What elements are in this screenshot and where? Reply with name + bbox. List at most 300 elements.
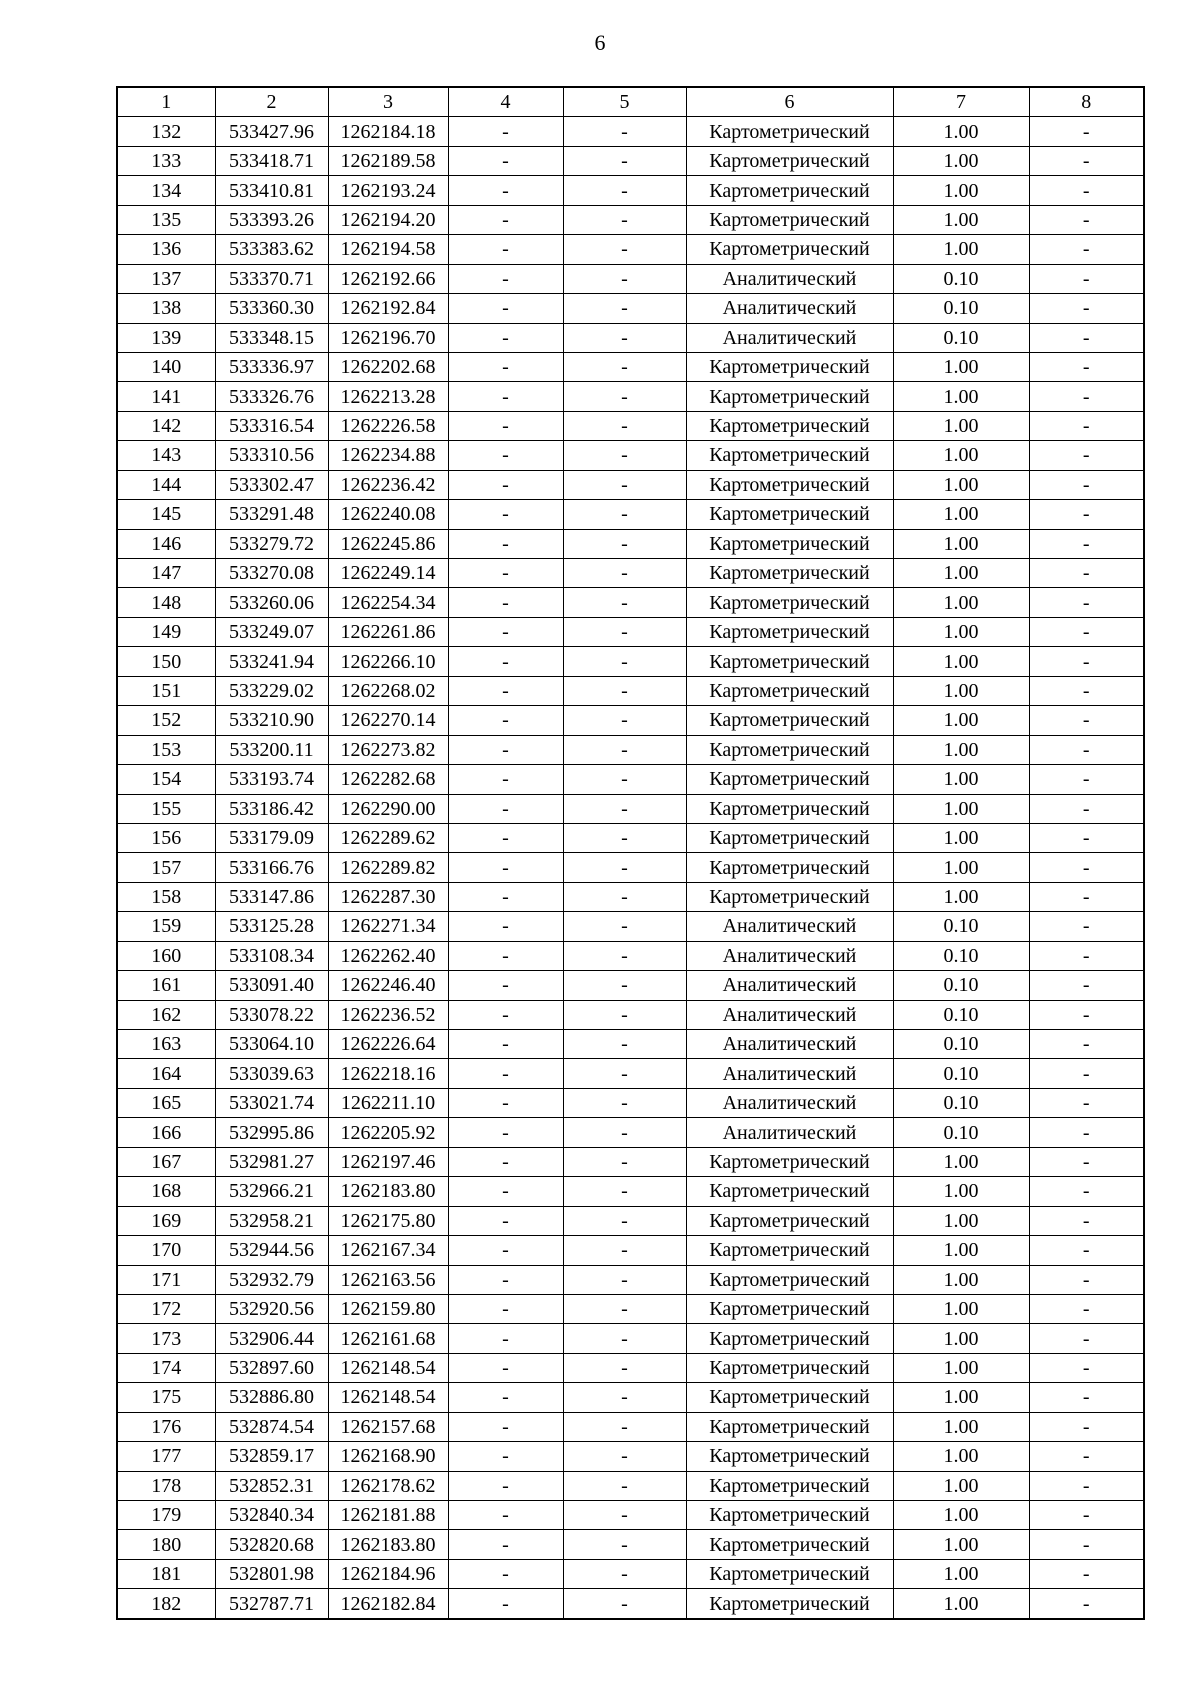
point-number-cell: 178	[117, 1471, 215, 1500]
method-cell: Картометрический	[686, 176, 893, 205]
method-cell: Картометрический	[686, 500, 893, 529]
column-5-cell: -	[563, 294, 686, 323]
x-coordinate-cell: 532966.21	[215, 1177, 328, 1206]
accuracy-cell: 0.10	[893, 912, 1029, 941]
point-number-cell: 176	[117, 1412, 215, 1441]
accuracy-cell: 1.00	[893, 205, 1029, 234]
y-coordinate-cell: 1262167.34	[328, 1236, 448, 1265]
column-4-cell: -	[448, 794, 563, 823]
column-4-cell: -	[448, 1265, 563, 1294]
point-number-cell: 160	[117, 941, 215, 970]
column-4-cell: -	[448, 912, 563, 941]
accuracy-cell: 1.00	[893, 117, 1029, 146]
table-row	[117, 411, 1144, 440]
table-row	[117, 941, 1144, 970]
table-row	[117, 382, 1144, 411]
accuracy-cell: 0.10	[893, 264, 1029, 293]
column-5-cell: -	[563, 1177, 686, 1206]
x-coordinate-cell: 533291.48	[215, 500, 328, 529]
method-cell: Картометрический	[686, 1147, 893, 1176]
column-5-cell: -	[563, 323, 686, 352]
x-coordinate-cell: 533370.71	[215, 264, 328, 293]
accuracy-cell: 1.00	[893, 1236, 1029, 1265]
table-row	[117, 1589, 1144, 1619]
column-5-cell: -	[563, 794, 686, 823]
column-8-cell: -	[1029, 1030, 1144, 1059]
x-coordinate-cell: 533427.96	[215, 117, 328, 146]
x-coordinate-cell: 532874.54	[215, 1412, 328, 1441]
column-header: 5	[563, 87, 686, 117]
method-cell: Аналитический	[686, 1000, 893, 1029]
method-cell: Картометрический	[686, 382, 893, 411]
y-coordinate-cell: 1262202.68	[328, 352, 448, 381]
point-number-cell: 161	[117, 971, 215, 1000]
column-8-cell: -	[1029, 823, 1144, 852]
method-cell: Картометрический	[686, 205, 893, 234]
column-8-cell: -	[1029, 1294, 1144, 1323]
column-4-cell: -	[448, 1559, 563, 1588]
method-cell: Картометрический	[686, 1530, 893, 1559]
table-row	[117, 1030, 1144, 1059]
accuracy-cell: 1.00	[893, 706, 1029, 735]
table-row	[117, 117, 1144, 146]
column-8-cell: -	[1029, 588, 1144, 617]
y-coordinate-cell: 1262273.82	[328, 735, 448, 764]
accuracy-cell: 1.00	[893, 500, 1029, 529]
point-number-cell: 145	[117, 500, 215, 529]
column-4-cell: -	[448, 617, 563, 646]
y-coordinate-cell: 1262197.46	[328, 1147, 448, 1176]
x-coordinate-cell: 532840.34	[215, 1501, 328, 1530]
table-row	[117, 971, 1144, 1000]
column-4-cell: -	[448, 382, 563, 411]
y-coordinate-cell: 1262246.40	[328, 971, 448, 1000]
method-cell: Картометрический	[686, 676, 893, 705]
point-number-cell: 139	[117, 323, 215, 352]
column-8-cell: -	[1029, 706, 1144, 735]
table-row	[117, 1177, 1144, 1206]
table-row	[117, 882, 1144, 911]
column-header: 1	[117, 87, 215, 117]
column-8-cell: -	[1029, 1000, 1144, 1029]
method-cell: Картометрический	[686, 117, 893, 146]
column-5-cell: -	[563, 264, 686, 293]
accuracy-cell: 1.00	[893, 1530, 1029, 1559]
accuracy-cell: 1.00	[893, 529, 1029, 558]
accuracy-cell: 1.00	[893, 765, 1029, 794]
column-4-cell: -	[448, 500, 563, 529]
column-8-cell: -	[1029, 1265, 1144, 1294]
table-row	[117, 1059, 1144, 1088]
accuracy-cell: 0.10	[893, 323, 1029, 352]
method-cell: Картометрический	[686, 1383, 893, 1412]
method-cell: Картометрический	[686, 146, 893, 175]
method-cell: Картометрический	[686, 1589, 893, 1619]
table-row	[117, 1000, 1144, 1029]
x-coordinate-cell: 532801.98	[215, 1559, 328, 1588]
accuracy-cell: 1.00	[893, 735, 1029, 764]
y-coordinate-cell: 1262289.82	[328, 853, 448, 882]
column-4-cell: -	[448, 235, 563, 264]
x-coordinate-cell: 533360.30	[215, 294, 328, 323]
column-header: 4	[448, 87, 563, 117]
table-row	[117, 529, 1144, 558]
accuracy-cell: 1.00	[893, 647, 1029, 676]
accuracy-cell: 1.00	[893, 382, 1029, 411]
accuracy-cell: 1.00	[893, 1147, 1029, 1176]
table-row	[117, 1088, 1144, 1117]
method-cell: Картометрический	[686, 1177, 893, 1206]
table-row	[117, 1559, 1144, 1588]
y-coordinate-cell: 1262148.54	[328, 1383, 448, 1412]
accuracy-cell: 1.00	[893, 1442, 1029, 1471]
method-cell: Картометрический	[686, 1412, 893, 1441]
table-row	[117, 735, 1144, 764]
column-8-cell: -	[1029, 235, 1144, 264]
column-8-cell: -	[1029, 1559, 1144, 1588]
method-cell: Аналитический	[686, 1030, 893, 1059]
column-5-cell: -	[563, 352, 686, 381]
accuracy-cell: 1.00	[893, 588, 1029, 617]
x-coordinate-cell: 533383.62	[215, 235, 328, 264]
table-row	[117, 647, 1144, 676]
accuracy-cell: 0.10	[893, 294, 1029, 323]
method-cell: Картометрический	[686, 647, 893, 676]
x-coordinate-cell: 532886.80	[215, 1383, 328, 1412]
column-5-cell: -	[563, 1501, 686, 1530]
column-4-cell: -	[448, 853, 563, 882]
accuracy-cell: 1.00	[893, 1383, 1029, 1412]
point-number-cell: 157	[117, 853, 215, 882]
x-coordinate-cell: 533410.81	[215, 176, 328, 205]
accuracy-cell: 1.00	[893, 794, 1029, 823]
point-number-cell: 168	[117, 1177, 215, 1206]
column-5-cell: -	[563, 706, 686, 735]
column-4-cell: -	[448, 323, 563, 352]
y-coordinate-cell: 1262183.80	[328, 1177, 448, 1206]
point-number-cell: 154	[117, 765, 215, 794]
column-8-cell: -	[1029, 1530, 1144, 1559]
y-coordinate-cell: 1262218.16	[328, 1059, 448, 1088]
y-coordinate-cell: 1262148.54	[328, 1353, 448, 1382]
table-row	[117, 441, 1144, 470]
point-number-cell: 164	[117, 1059, 215, 1088]
point-number-cell: 134	[117, 176, 215, 205]
table-row	[117, 1265, 1144, 1294]
method-cell: Аналитический	[686, 264, 893, 293]
point-number-cell: 135	[117, 205, 215, 234]
column-8-cell: -	[1029, 1118, 1144, 1147]
column-5-cell: -	[563, 1118, 686, 1147]
column-5-cell: -	[563, 235, 686, 264]
column-4-cell: -	[448, 647, 563, 676]
column-8-cell: -	[1029, 765, 1144, 794]
column-5-cell: -	[563, 1442, 686, 1471]
point-number-cell: 136	[117, 235, 215, 264]
y-coordinate-cell: 1262271.34	[328, 912, 448, 941]
table-row	[117, 794, 1144, 823]
y-coordinate-cell: 1262240.08	[328, 500, 448, 529]
column-5-cell: -	[563, 529, 686, 558]
accuracy-cell: 1.00	[893, 470, 1029, 499]
method-cell: Картометрический	[686, 1294, 893, 1323]
column-5-cell: -	[563, 971, 686, 1000]
column-4-cell: -	[448, 1353, 563, 1382]
column-8-cell: -	[1029, 676, 1144, 705]
column-4-cell: -	[448, 264, 563, 293]
method-cell: Аналитический	[686, 323, 893, 352]
table-row	[117, 823, 1144, 852]
accuracy-cell: 1.00	[893, 1265, 1029, 1294]
method-cell: Картометрический	[686, 529, 893, 558]
x-coordinate-cell: 532995.86	[215, 1118, 328, 1147]
method-cell: Картометрический	[686, 559, 893, 588]
point-number-cell: 149	[117, 617, 215, 646]
x-coordinate-cell: 533241.94	[215, 647, 328, 676]
column-5-cell: -	[563, 1030, 686, 1059]
column-4-cell: -	[448, 882, 563, 911]
column-8-cell: -	[1029, 529, 1144, 558]
accuracy-cell: 1.00	[893, 1501, 1029, 1530]
point-number-cell: 132	[117, 117, 215, 146]
point-number-cell: 172	[117, 1294, 215, 1323]
point-number-cell: 150	[117, 647, 215, 676]
point-number-cell: 151	[117, 676, 215, 705]
y-coordinate-cell: 1262262.40	[328, 941, 448, 970]
y-coordinate-cell: 1262226.64	[328, 1030, 448, 1059]
y-coordinate-cell: 1262234.88	[328, 441, 448, 470]
accuracy-cell: 1.00	[893, 176, 1029, 205]
column-5-cell: -	[563, 735, 686, 764]
column-8-cell: -	[1029, 500, 1144, 529]
column-4-cell: -	[448, 823, 563, 852]
column-4-cell: -	[448, 529, 563, 558]
column-5-cell: -	[563, 146, 686, 175]
column-4-cell: -	[448, 1000, 563, 1029]
y-coordinate-cell: 1262194.20	[328, 205, 448, 234]
method-cell: Картометрический	[686, 1206, 893, 1235]
column-4-cell: -	[448, 1589, 563, 1619]
column-8-cell: -	[1029, 853, 1144, 882]
point-number-cell: 140	[117, 352, 215, 381]
column-4-cell: -	[448, 1059, 563, 1088]
point-number-cell: 163	[117, 1030, 215, 1059]
point-number-cell: 142	[117, 411, 215, 440]
column-8-cell: -	[1029, 971, 1144, 1000]
method-cell: Картометрический	[686, 853, 893, 882]
column-4-cell: -	[448, 1530, 563, 1559]
column-5-cell: -	[563, 117, 686, 146]
column-5-cell: -	[563, 1236, 686, 1265]
table-row	[117, 146, 1144, 175]
column-5-cell: -	[563, 1383, 686, 1412]
column-8-cell: -	[1029, 882, 1144, 911]
x-coordinate-cell: 532920.56	[215, 1294, 328, 1323]
accuracy-cell: 1.00	[893, 676, 1029, 705]
column-5-cell: -	[563, 441, 686, 470]
column-4-cell: -	[448, 352, 563, 381]
point-number-cell: 170	[117, 1236, 215, 1265]
column-5-cell: -	[563, 411, 686, 440]
column-5-cell: -	[563, 882, 686, 911]
x-coordinate-cell: 532897.60	[215, 1353, 328, 1382]
table-row	[117, 235, 1144, 264]
accuracy-cell: 1.00	[893, 441, 1029, 470]
column-8-cell: -	[1029, 1412, 1144, 1441]
column-5-cell: -	[563, 941, 686, 970]
column-4-cell: -	[448, 1501, 563, 1530]
column-4-cell: -	[448, 1324, 563, 1353]
x-coordinate-cell: 533091.40	[215, 971, 328, 1000]
method-cell: Картометрический	[686, 1471, 893, 1500]
y-coordinate-cell: 1262192.66	[328, 264, 448, 293]
accuracy-cell: 0.10	[893, 1088, 1029, 1117]
column-8-cell: -	[1029, 1236, 1144, 1265]
x-coordinate-cell: 532932.79	[215, 1265, 328, 1294]
method-cell: Картометрический	[686, 411, 893, 440]
column-4-cell: -	[448, 470, 563, 499]
x-coordinate-cell: 532787.71	[215, 1589, 328, 1619]
table-row	[117, 1206, 1144, 1235]
point-number-cell: 137	[117, 264, 215, 293]
x-coordinate-cell: 533200.11	[215, 735, 328, 764]
column-5-cell: -	[563, 500, 686, 529]
table-row	[117, 1294, 1144, 1323]
column-5-cell: -	[563, 588, 686, 617]
column-8-cell: -	[1029, 264, 1144, 293]
accuracy-cell: 0.10	[893, 971, 1029, 1000]
column-4-cell: -	[448, 146, 563, 175]
y-coordinate-cell: 1262245.86	[328, 529, 448, 558]
column-4-cell: -	[448, 706, 563, 735]
accuracy-cell: 1.00	[893, 853, 1029, 882]
x-coordinate-cell: 533039.63	[215, 1059, 328, 1088]
column-header: 7	[893, 87, 1029, 117]
accuracy-cell: 1.00	[893, 617, 1029, 646]
column-4-cell: -	[448, 294, 563, 323]
x-coordinate-cell: 532820.68	[215, 1530, 328, 1559]
point-number-cell: 148	[117, 588, 215, 617]
table-row	[117, 1383, 1144, 1412]
x-coordinate-cell: 533310.56	[215, 441, 328, 470]
y-coordinate-cell: 1262254.34	[328, 588, 448, 617]
y-coordinate-cell: 1262287.30	[328, 882, 448, 911]
column-8-cell: -	[1029, 323, 1144, 352]
y-coordinate-cell: 1262211.10	[328, 1088, 448, 1117]
y-coordinate-cell: 1262261.86	[328, 617, 448, 646]
point-number-cell: 133	[117, 146, 215, 175]
column-8-cell: -	[1029, 941, 1144, 970]
x-coordinate-cell: 533316.54	[215, 411, 328, 440]
column-8-cell: -	[1029, 1059, 1144, 1088]
column-8-cell: -	[1029, 1324, 1144, 1353]
accuracy-cell: 1.00	[893, 1412, 1029, 1441]
table-row	[117, 470, 1144, 499]
y-coordinate-cell: 1262249.14	[328, 559, 448, 588]
table-row	[117, 264, 1144, 293]
point-number-cell: 175	[117, 1383, 215, 1412]
column-5-cell: -	[563, 823, 686, 852]
column-4-cell: -	[448, 735, 563, 764]
point-number-cell: 171	[117, 1265, 215, 1294]
column-4-cell: -	[448, 1471, 563, 1500]
column-8-cell: -	[1029, 1501, 1144, 1530]
y-coordinate-cell: 1262226.58	[328, 411, 448, 440]
accuracy-cell: 1.00	[893, 1324, 1029, 1353]
table-row	[117, 1147, 1144, 1176]
table-row	[117, 676, 1144, 705]
x-coordinate-cell: 532958.21	[215, 1206, 328, 1235]
column-5-cell: -	[563, 176, 686, 205]
y-coordinate-cell: 1262289.62	[328, 823, 448, 852]
point-number-cell: 158	[117, 882, 215, 911]
column-8-cell: -	[1029, 411, 1144, 440]
method-cell: Картометрический	[686, 882, 893, 911]
table-row	[117, 1471, 1144, 1500]
method-cell: Аналитический	[686, 941, 893, 970]
y-coordinate-cell: 1262161.68	[328, 1324, 448, 1353]
column-5-cell: -	[563, 1088, 686, 1117]
x-coordinate-cell: 533166.76	[215, 853, 328, 882]
accuracy-cell: 1.00	[893, 1353, 1029, 1382]
column-4-cell: -	[448, 559, 563, 588]
column-4-cell: -	[448, 1206, 563, 1235]
table-row	[117, 1236, 1144, 1265]
y-coordinate-cell: 1262182.84	[328, 1589, 448, 1619]
column-4-cell: -	[448, 1442, 563, 1471]
method-cell: Аналитический	[686, 1059, 893, 1088]
y-coordinate-cell: 1262268.02	[328, 676, 448, 705]
method-cell: Картометрический	[686, 1501, 893, 1530]
point-number-cell: 166	[117, 1118, 215, 1147]
table-header-row	[117, 87, 1144, 117]
table-row	[117, 1324, 1144, 1353]
column-5-cell: -	[563, 1265, 686, 1294]
column-5-cell: -	[563, 647, 686, 676]
coordinates-table	[116, 86, 1145, 1620]
column-8-cell: -	[1029, 912, 1144, 941]
accuracy-cell: 0.10	[893, 1000, 1029, 1029]
column-header: 3	[328, 87, 448, 117]
x-coordinate-cell: 532944.56	[215, 1236, 328, 1265]
accuracy-cell: 1.00	[893, 352, 1029, 381]
y-coordinate-cell: 1262178.62	[328, 1471, 448, 1500]
column-4-cell: -	[448, 411, 563, 440]
table-row	[117, 588, 1144, 617]
point-number-cell: 143	[117, 441, 215, 470]
method-cell: Картометрический	[686, 441, 893, 470]
accuracy-cell: 0.10	[893, 1030, 1029, 1059]
column-5-cell: -	[563, 1530, 686, 1559]
y-coordinate-cell: 1262196.70	[328, 323, 448, 352]
point-number-cell: 146	[117, 529, 215, 558]
x-coordinate-cell: 532859.17	[215, 1442, 328, 1471]
column-8-cell: -	[1029, 617, 1144, 646]
y-coordinate-cell: 1262282.68	[328, 765, 448, 794]
column-5-cell: -	[563, 559, 686, 588]
point-number-cell: 155	[117, 794, 215, 823]
column-5-cell: -	[563, 1324, 686, 1353]
column-8-cell: -	[1029, 382, 1144, 411]
y-coordinate-cell: 1262184.18	[328, 117, 448, 146]
accuracy-cell: 0.10	[893, 1118, 1029, 1147]
y-coordinate-cell: 1262205.92	[328, 1118, 448, 1147]
table-row	[117, 912, 1144, 941]
column-5-cell: -	[563, 1294, 686, 1323]
y-coordinate-cell: 1262163.56	[328, 1265, 448, 1294]
x-coordinate-cell: 533393.26	[215, 205, 328, 234]
x-coordinate-cell: 533279.72	[215, 529, 328, 558]
